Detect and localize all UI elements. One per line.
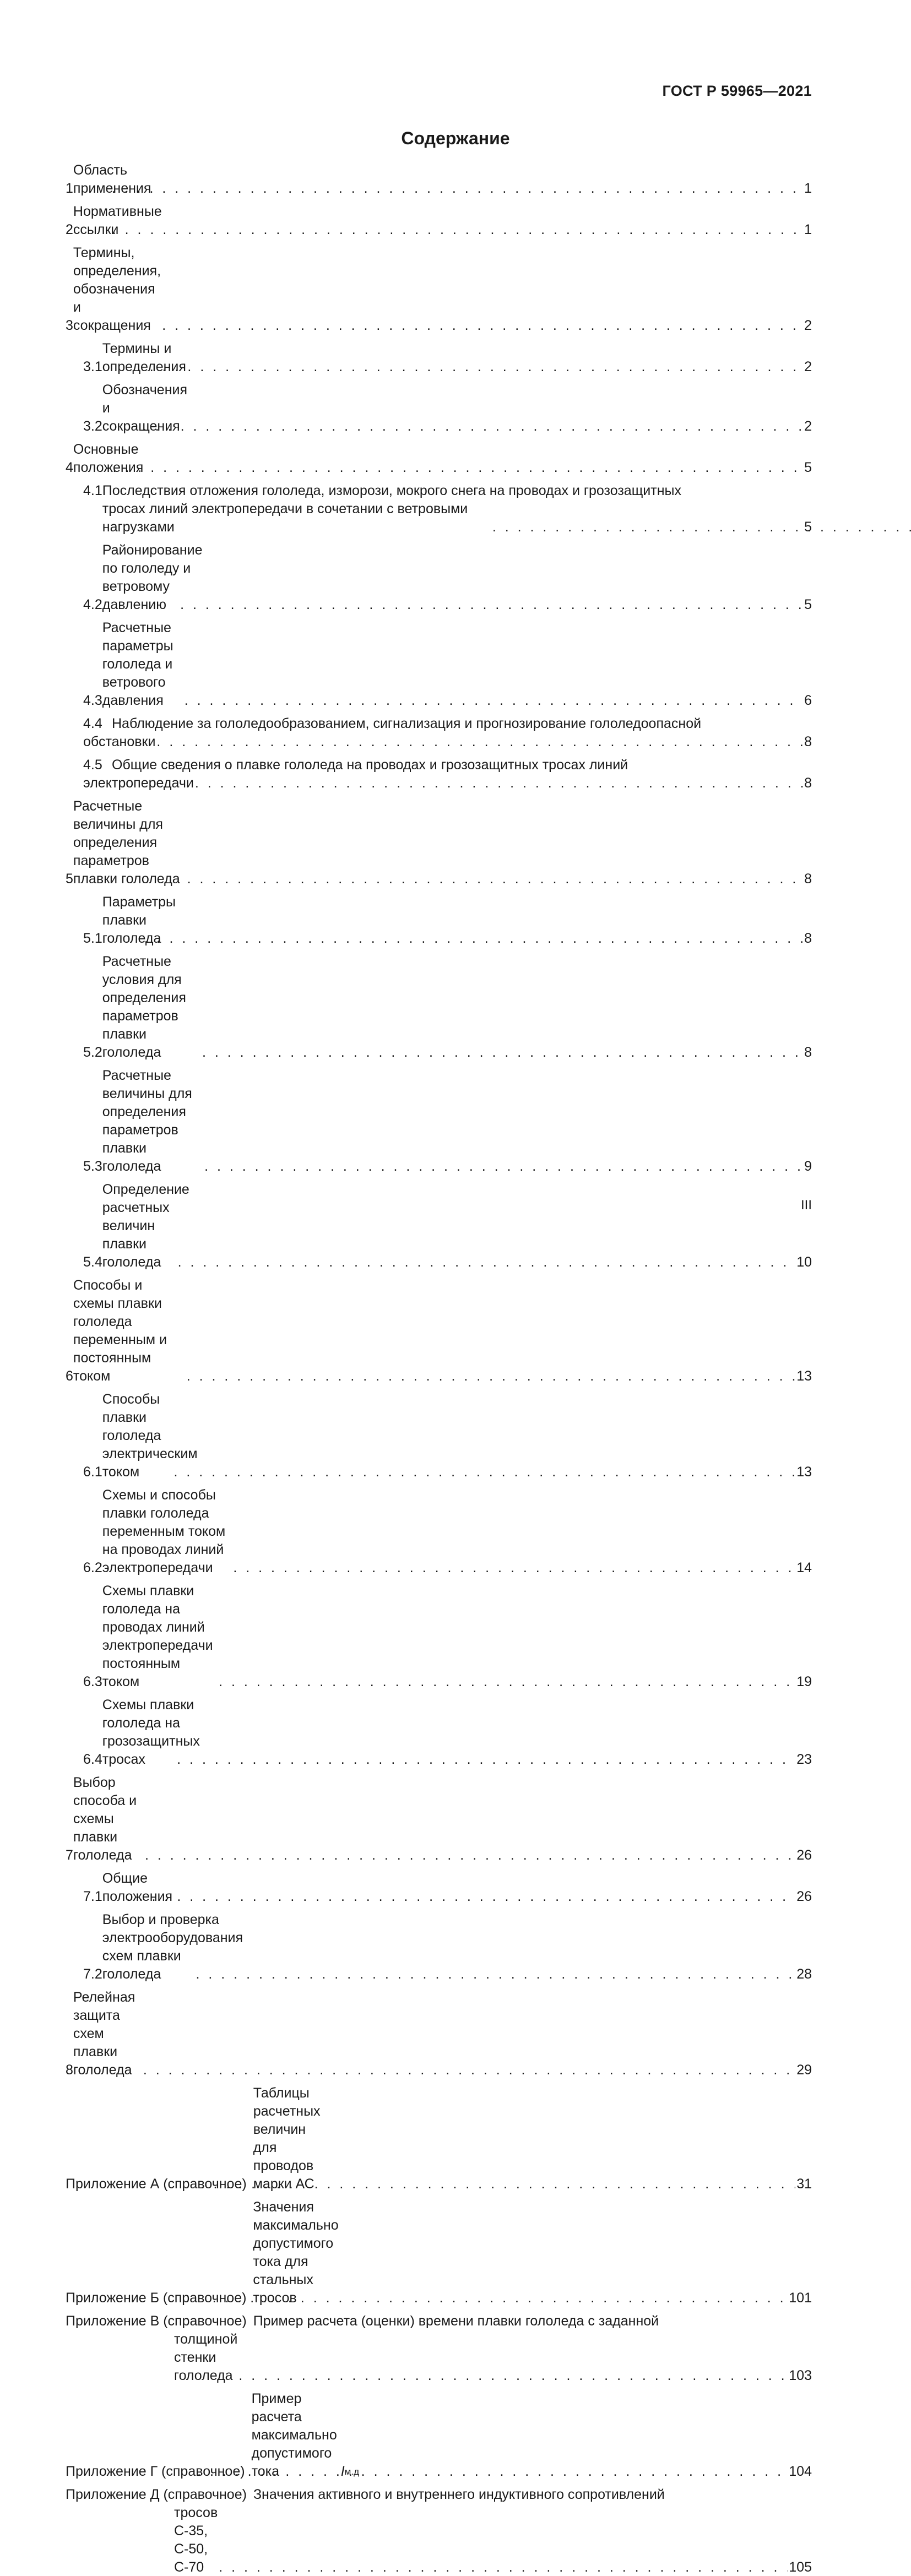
toc-number: 5.3 bbox=[83, 1159, 102, 1174]
dot-leader bbox=[492, 518, 911, 536]
toc-entry[interactable] bbox=[66, 1582, 812, 1691]
dot-leader bbox=[113, 459, 804, 477]
dot-leader bbox=[197, 2463, 788, 2481]
toc-text: Релейная защита схем плавки гололеда bbox=[73, 1990, 139, 2078]
current-subscript: м.д bbox=[344, 2466, 359, 2477]
toc-page: 8 bbox=[804, 775, 812, 791]
toc-entry[interactable] bbox=[66, 953, 812, 1062]
toc-entry[interactable] bbox=[66, 619, 812, 710]
toc-page: 9 bbox=[804, 1159, 812, 1174]
toc-page: 2 bbox=[804, 359, 812, 374]
toc-entry[interactable] bbox=[66, 797, 812, 888]
dot-leader bbox=[162, 317, 803, 335]
toc-text-continued: толщиной стенки гололеда bbox=[174, 2332, 242, 2383]
dot-leader bbox=[178, 1253, 796, 1271]
toc-page: 19 bbox=[796, 1674, 812, 1689]
toc-text: Параметры плавки гололеда bbox=[102, 894, 180, 946]
dot-leader bbox=[177, 1751, 795, 1769]
dot-leader bbox=[233, 1559, 795, 1577]
toc-entry[interactable] bbox=[66, 1067, 812, 1176]
dot-leader bbox=[112, 221, 803, 239]
toc-page: 29 bbox=[796, 2062, 812, 2078]
toc-entry[interactable] bbox=[66, 482, 812, 536]
toc-text: Термины, определения, обозначения и сокращения bbox=[73, 245, 165, 333]
toc-text-continued: тросов С-35, С-50, С-70 bbox=[174, 2505, 222, 2575]
dot-leader bbox=[202, 1044, 803, 1062]
dot-leader bbox=[187, 1367, 795, 1385]
toc-number: 4 bbox=[66, 460, 73, 475]
toc-page: 8 bbox=[804, 1045, 812, 1060]
toc-page: 6 bbox=[804, 693, 812, 708]
toc-text: Значения активного и внутреннего индуктивного сопротивлений bbox=[253, 2487, 665, 2502]
appendix-label: Приложение Г (справочное) bbox=[66, 2464, 245, 2479]
dot-leader bbox=[112, 180, 803, 198]
toc-text: Общие сведения о плавке гололеда на проводах и грозозащитных тросах линий bbox=[112, 757, 628, 773]
toc-text: Выбор и проверка электрооборудования схем плавки гололеда bbox=[102, 1912, 247, 1982]
toc-number: 3.1 bbox=[83, 359, 102, 374]
toc-page: 28 bbox=[796, 1966, 812, 1982]
toc-entry[interactable] bbox=[66, 381, 812, 436]
toc-text: Общие положения bbox=[102, 1871, 173, 1904]
toc-entry[interactable] bbox=[66, 340, 812, 376]
toc-text: Последствия отложения гололеда, изморози, мокрого снега на проводах и грозозащитных bbox=[102, 483, 681, 498]
standard-code: ГОСТ Р 59965—2021 bbox=[662, 83, 812, 99]
toc-entry[interactable] bbox=[66, 1911, 812, 1983]
dot-leader bbox=[187, 870, 803, 888]
toc-page: 14 bbox=[796, 1560, 812, 1575]
dot-leader bbox=[219, 2558, 788, 2576]
toc-text-continued: обстановки bbox=[83, 734, 156, 749]
toc-number: 4.4 bbox=[83, 716, 102, 731]
dot-leader bbox=[144, 930, 803, 948]
toc-entry[interactable] bbox=[66, 1276, 812, 1385]
toc-page: 8 bbox=[804, 931, 812, 946]
toc-text: Расчетные величины для определения параметров плавки гололеда bbox=[73, 798, 180, 887]
toc-text: Выбор способа и схемы плавки гололеда bbox=[73, 1775, 141, 1863]
toc-text: Способы и схемы плавки гололеда переменным и постоянным током bbox=[73, 1278, 171, 1384]
toc-entry[interactable] bbox=[66, 1988, 812, 2079]
appendix-label: Приложение Б (справочное) bbox=[66, 2290, 247, 2306]
toc-page: 5 bbox=[804, 597, 812, 612]
toc-text: Схемы плавки гололеда на проводах линий электропередачи постоянным током bbox=[102, 1583, 217, 1689]
toc-text: Расчетные условия для определения параметров плавки гололеда bbox=[102, 954, 190, 1060]
dot-leader bbox=[143, 2061, 795, 2079]
toc-entry[interactable] bbox=[66, 161, 812, 198]
toc-number: 4.2 bbox=[83, 597, 102, 612]
dot-leader bbox=[204, 1157, 803, 1176]
toc-number: 5.2 bbox=[83, 1045, 102, 1060]
toc-page: 10 bbox=[796, 1254, 812, 1270]
toc-number: 5 bbox=[66, 871, 73, 887]
toc-entry[interactable] bbox=[66, 1390, 812, 1481]
toc-number: 4.5 bbox=[83, 757, 102, 773]
toc-entry[interactable] bbox=[66, 203, 812, 239]
table-of-contents bbox=[66, 161, 812, 2576]
toc-page: 26 bbox=[796, 1847, 812, 1863]
toc-text: Расчетные величины для определения параметров плавки гололеда bbox=[102, 1068, 196, 1174]
dot-leader bbox=[156, 733, 803, 751]
toc-number: 1 bbox=[66, 181, 73, 196]
toc-page: 5 bbox=[804, 519, 812, 535]
toc-page: 26 bbox=[796, 1889, 812, 1904]
toc-page: 1 bbox=[804, 222, 812, 237]
dot-leader bbox=[219, 1673, 795, 1691]
toc-page: 105 bbox=[789, 2559, 812, 2575]
toc-text: Термины и определения bbox=[102, 341, 186, 374]
toc-page: 5 bbox=[804, 460, 812, 475]
toc-page: 2 bbox=[804, 419, 812, 434]
toc-page: 104 bbox=[789, 2464, 812, 2479]
toc-appendix-entry[interactable] bbox=[66, 2084, 812, 2193]
toc-number: 7 bbox=[66, 1847, 73, 1863]
dot-leader bbox=[195, 774, 803, 792]
toc-entry[interactable] bbox=[66, 1869, 812, 1906]
toc-entry[interactable] bbox=[66, 244, 812, 335]
toc-appendix-entry[interactable] bbox=[66, 2486, 812, 2576]
dot-leader bbox=[127, 1888, 795, 1906]
toc-text-continued: электропередачи bbox=[83, 775, 194, 791]
dot-leader bbox=[173, 1463, 795, 1481]
toc-appendix-entry[interactable] bbox=[66, 2390, 812, 2481]
page-title: Содержание bbox=[401, 128, 510, 148]
toc-number: 4.3 bbox=[83, 693, 102, 708]
toc-text: Районирование по гололеду и ветровому давлению bbox=[102, 542, 207, 612]
dot-leader bbox=[180, 596, 803, 614]
toc-page: 8 bbox=[804, 871, 812, 887]
dot-leader bbox=[145, 1846, 795, 1865]
toc-entry[interactable] bbox=[66, 441, 812, 477]
toc-number: 5.4 bbox=[83, 1254, 102, 1270]
toc-text: Способы плавки гололеда электрическим током bbox=[102, 1392, 202, 1480]
toc-text-continued: тросах линий электропередачи в сочетании с ветровыми нагрузками bbox=[102, 501, 472, 535]
dot-leader bbox=[213, 2289, 788, 2307]
dot-leader bbox=[196, 1965, 796, 1983]
toc-number: 7.1 bbox=[83, 1889, 102, 1904]
toc-number: 6.4 bbox=[83, 1752, 102, 1767]
toc-number: 8 bbox=[66, 2062, 73, 2078]
toc-text: Таблицы расчетных величин для проводов марки АС bbox=[253, 2085, 324, 2192]
toc-number: 3.2 bbox=[83, 419, 102, 434]
toc-text: Определение расчетных величин плавки гололеда bbox=[102, 1182, 193, 1270]
toc-text: Значения максимально допустимого тока для стальных тросов bbox=[253, 2199, 343, 2306]
toc-text: Расчетные параметры гололеда и ветрового давления bbox=[102, 620, 177, 708]
toc-text: Основные положения bbox=[73, 442, 144, 475]
toc-appendix-entry[interactable] bbox=[66, 2312, 812, 2385]
toc-text: Пример расчета максимально допустимого тока bbox=[251, 2391, 341, 2479]
dot-leader bbox=[143, 417, 803, 436]
toc-text: Обозначения и сокращения bbox=[102, 382, 191, 434]
page-number: III bbox=[800, 1198, 812, 1213]
toc-number: 6 bbox=[66, 1368, 73, 1384]
toc-page: 31 bbox=[796, 2176, 812, 2192]
appendix-label: Приложение В (справочное) bbox=[66, 2313, 247, 2329]
toc-number: 5.1 bbox=[83, 931, 102, 946]
toc-entry[interactable] bbox=[66, 1486, 812, 1577]
toc-entry[interactable] bbox=[66, 1181, 812, 1271]
toc-page: 13 bbox=[796, 1368, 812, 1384]
toc-number: 4.1 bbox=[83, 483, 102, 498]
toc-entry[interactable] bbox=[66, 756, 812, 792]
toc-text: Область применения bbox=[73, 162, 151, 196]
toc-number: 2 bbox=[66, 222, 73, 237]
appendix-label: Приложение Д (справочное) bbox=[66, 2487, 247, 2502]
dot-leader bbox=[137, 358, 803, 376]
toc-page: 13 bbox=[796, 1464, 812, 1480]
toc-page: 2 bbox=[804, 318, 812, 333]
toc-number: 3 bbox=[66, 318, 73, 333]
current-symbol: I bbox=[340, 2464, 345, 2479]
toc-entry[interactable] bbox=[66, 1774, 812, 1865]
toc-text: Наблюдение за гололедообразованием, сигнализация и прогнозирование гололедоопасной bbox=[112, 716, 702, 731]
toc-text: Схемы плавки гололеда на грозозащитных тросах bbox=[102, 1697, 204, 1767]
toc-entry[interactable] bbox=[66, 1696, 812, 1769]
toc-entry[interactable] bbox=[66, 893, 812, 948]
toc-page: 1 bbox=[804, 181, 812, 196]
dot-leader bbox=[201, 2175, 796, 2193]
toc-text: Пример расчета (оценки) времени плавки гололеда с заданной bbox=[253, 2313, 659, 2329]
toc-text: Схемы и способы плавки гололеда переменным током на проводах линий электропередачи bbox=[102, 1487, 230, 1575]
toc-page: 101 bbox=[789, 2290, 812, 2306]
toc-number: 6.1 bbox=[83, 1464, 102, 1480]
appendix-label: Приложение А (справочное) bbox=[66, 2176, 247, 2192]
toc-page: 8 bbox=[804, 734, 812, 749]
toc-number: 7.2 bbox=[83, 1966, 102, 1982]
toc-page: 103 bbox=[789, 2368, 812, 2383]
dot-leader bbox=[238, 2367, 788, 2385]
toc-text: Нормативные ссылки bbox=[73, 204, 166, 237]
toc-appendix-entry[interactable] bbox=[66, 2198, 812, 2307]
toc-number: 6.3 bbox=[83, 1674, 102, 1689]
toc-page: 23 bbox=[796, 1752, 812, 1767]
toc-number: 6.2 bbox=[83, 1560, 102, 1575]
dot-leader bbox=[185, 692, 803, 710]
toc-entry[interactable] bbox=[66, 715, 812, 751]
toc-entry[interactable] bbox=[66, 541, 812, 614]
